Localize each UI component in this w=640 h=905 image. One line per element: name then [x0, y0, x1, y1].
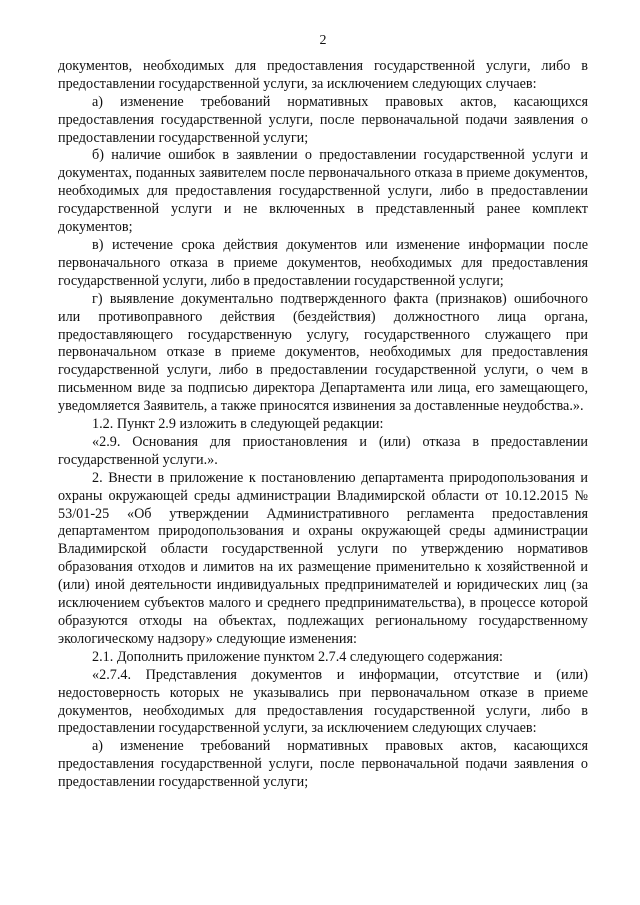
paragraph-clause-1-2: 1.2. Пункт 2.9 изложить в следующей редакции:: [92, 416, 384, 433]
paragraph-continuation: документов, необходимых для предоставления государственной услуги, либо в предоставлении государственной услуги, за исключением следующих случаев:: [58, 57, 588, 92]
paragraph-clause-2-7-4: «2.7.4. Представления документов и информации, отсутствие и (или) недостоверность которых не указывались при первоначальном отказе в приеме документов, необходимых для предоставления государственной услуги, либо в предоставлении государственной услуги, за исключением следующих случаев:: [58, 666, 588, 737]
paragraph-clause-2-9: «2.9. Основания для приостановления и (или) отказа в предоставлении государственной услуги.».: [58, 433, 588, 468]
paragraph-clause-2-1: 2.1. Дополнить приложение пунктом 2.7.4 следующего содержания:: [92, 648, 503, 665]
paragraph-item-v: в) истечение срока действия документов или изменение информации после первоначального отказа в приеме документов, необходимых для предоставления государственной услуги, либо в предоставлении государственной услуги;: [58, 236, 588, 289]
paragraph-item-a-2: а) изменение требований нормативных правовых актов, касающихся предоставления государственной услуги, после первоначальной подачи заявления о предоставлении государственной услуги;: [58, 738, 588, 791]
document-page: [58, 32, 588, 792]
paragraph-item-g: г) выявление документально подтвержденного факта (признаков) ошибочного или противоправного действия (бездействия) должностного лица органа, предоставляющего государственную услугу, государственного служащего при первоначальном отказе в приеме документов, необходимых для предоставления государственной услуги, либо в предоставлении государственной услуги, о чем в письменном виде за подписью директора Департамента или лица, его замещающего, уведомляется Заявитель, а также приносятся извинения за доставленные неудобства.».: [58, 290, 588, 415]
page-number: 2: [319, 33, 327, 48]
paragraph-item-a: а) изменение требований нормативных правовых актов, касающихся предоставления государственной услуги, после первоначальной подачи заявления о предоставлении государственной услуги;: [58, 93, 588, 146]
paragraph-item-b: б) наличие ошибок в заявлении о предоставлении государственной услуги и документах, поданных заявителем после первоначального отказа в приеме документов, необходимых для предоставления государственной услуги, либо в предоставлении государственной услуги и не включенных в представленный ранее комплект документов;: [58, 147, 588, 236]
document-body: [58, 58, 588, 792]
paragraph-section-2: 2. Внести в приложение к постановлению департамента природопользования и охраны окружающей среды администрации Владимирской области от 10.12.2015 № 53/01-25 «Об утверждении Административного регламента предоставления департаментом природопользования и охраны окружающей среды администрации Владимирской области государственной услуги по утверждению нормативов образования отходов и лимитов на их размещение применительно к хозяйственной и (или) иной деятельности индивидуальных предпринимателей и юридических лиц (за исключением субъектов малого и среднего предпринимательства), в процессе которой образуются отходы на объектах, подлежащих региональному государственному экологическому надзору» следующие изменения:: [58, 469, 588, 647]
